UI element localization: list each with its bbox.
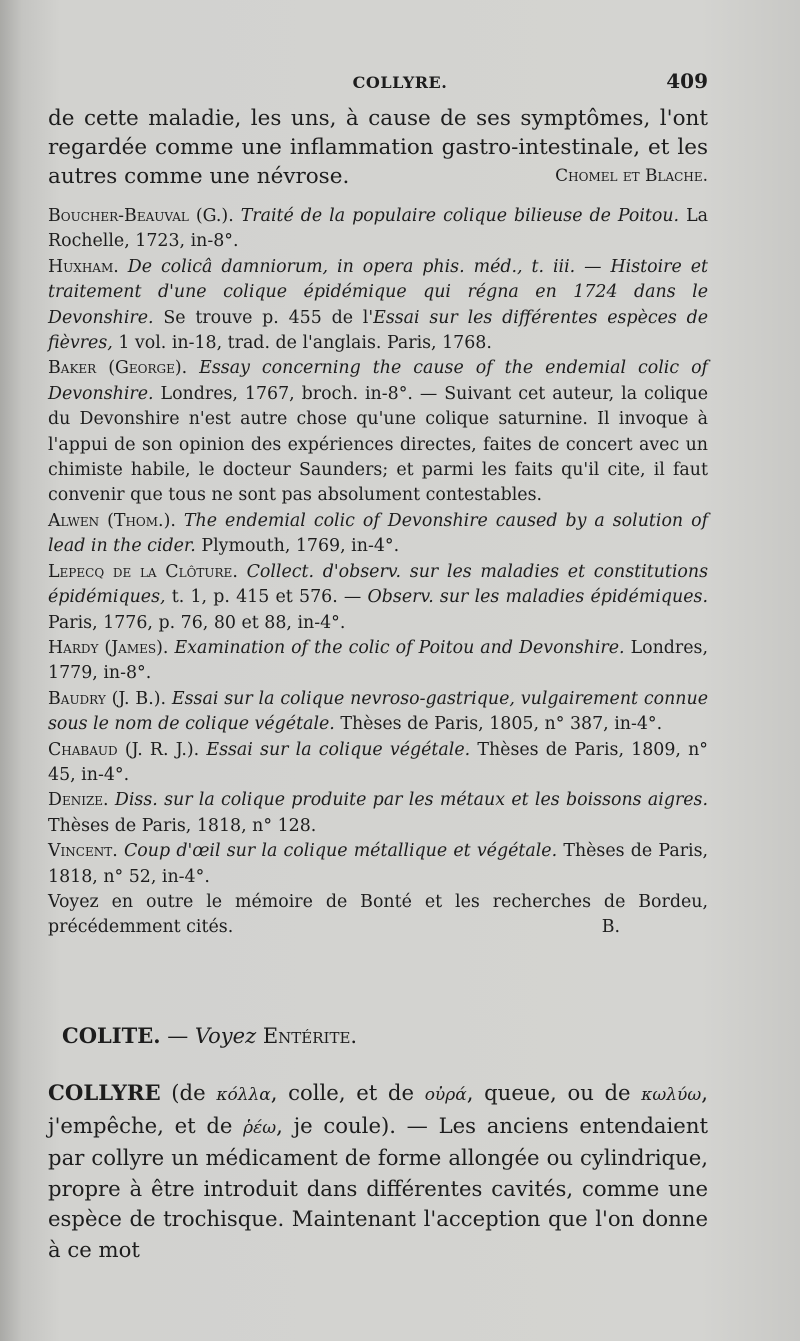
biblio-entry: Alwen (Thom.). The endemial colic of Devonshire caused by a solution of lead in the cider. Plymouth, 1769, in-4°. <box>48 510 709 557</box>
colite-voyez: Voyez <box>194 1024 257 1048</box>
lead-paragraph <box>48 104 708 191</box>
closing-note: Voyez en outre le mémoire de Bonté et les recherches de Bordeu, précédemment cités. B. <box>48 890 708 941</box>
biblio-entry: Baker (George). Essay concerning the cause of the endemial colic of Devonshire. Londres, 1767, broch. in-8°. — Suivant cet auteur, la colique du Devonshire n'est autre chose qu'une colique saturnine. Il invoque à l'appui de son opinion des expériences directes, faites de concert avec un chimiste habile, le docteur Saunders; et parmi les faits qu'il cite, il faut convenir que tous ne sont pas absolument contestables. <box>48 358 709 506</box>
biblio-entry: Chabaud (J. R. J.). Essai sur la colique végétale. Thèses de Paris, 1809, n° 45, in-4°. <box>48 739 709 785</box>
running-header: COLLYRE. <box>352 73 448 92</box>
entry-collyre: COLLYRE (de κόλλα, colle, et de οὐρά, queue, ou de κωλύω, j'empêche, et de ῥέω, je coule). — Les anciens entendaient par collyre un médicament de forme allongée ou cylindrique, propre à être introduit dans différentes cavités, comme une espèce de trochisque. Maintenant l'acception que l'on donne à ce mot <box>48 1080 708 1262</box>
biblio-entry: Boucher-Beauval (G.). Traité de la populaire colique bilieuse de Poitou. La Rochelle, 1723, in-8°. <box>48 206 708 252</box>
biblio-entry: Huxham. De colicâ damniorum, in opera phis. méd., t. iii. — Histoire et traitement d'une colique épidémique qui régna en 1724 dans le Devonshire. Se trouve p. 455 de l'Essai sur les différentes espèces de fièvres, 1 vol. in-18, trad. de l'anglais. Paris, 1768. <box>48 256 709 354</box>
biblio-entry: Baudry (J. B.). Essai sur la colique nevroso-gastrique, vulgairement connue sous le nom de colique végétale. Thèses de Paris, 1805, n° 387, in-4°. <box>48 688 708 735</box>
bibliography <box>48 204 708 941</box>
biblio-entry: Vincent. Coup d'œil sur la colique métallique et végétale. Thèses de Paris, 1818, n° 52, in-4°. <box>48 841 709 887</box>
biblio-entry: Hardy (James). Examination of the colic of Poitou and Devonshire. Londres, 1779, in-8°. <box>48 637 708 684</box>
colite-target: Entérite. <box>262 1024 358 1048</box>
colite-term: COLITE. <box>62 1023 161 1048</box>
lead-signature: Chomel et Blache. <box>555 166 708 186</box>
entry-colite: COLITE. — Voyez Entérite. <box>62 1023 358 1048</box>
lead-text: de cette maladie, les uns, à cause de ses symptômes, l'ont regardée comme une inflammation gastro-intestinale, et les autres comme une névrose. <box>48 106 708 189</box>
collyre-term: COLLYRE <box>48 1080 161 1105</box>
closing-signature: B. <box>601 917 620 938</box>
biblio-entry: Lepecq de la Clôture. Collect. d'observ. sur les maladies et constitutions épidémiques, t. 1, p. 415 et 576. — Observ. sur les maladies épidémiques. Paris, 1776, p. 76, 80 et 88, in-4°. <box>48 561 709 633</box>
page-number: 409 <box>666 69 708 93</box>
biblio-entry: Denize. Diss. sur la colique produite par les métaux et les boissons aigres. Thèses de Paris, 1818, n° 128. <box>48 790 709 836</box>
